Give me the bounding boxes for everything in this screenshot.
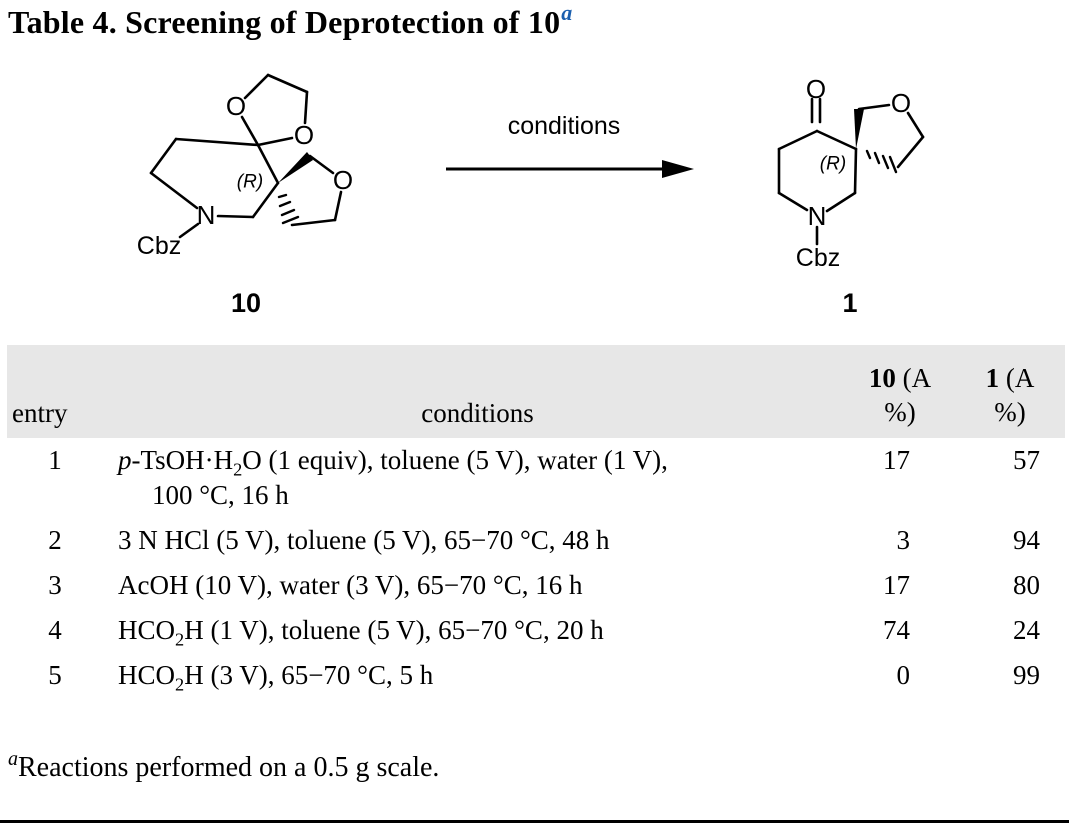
table-row <box>0 608 1069 653</box>
product-stereocenter-label: (R) <box>819 153 847 175</box>
reactant-structure <box>100 60 450 330</box>
bold-wedge-bond <box>278 152 313 183</box>
reactant-ketal-oxygen-2-label: O <box>293 120 315 150</box>
hashed-wedge-bond <box>279 195 298 223</box>
bottom-rule <box>0 820 1069 823</box>
entry-cell: 5 <box>48 660 62 690</box>
assay-10-cell: 3 <box>896 525 910 555</box>
assay-10-cell: 74 <box>883 615 910 645</box>
assay-10-cell: 17 <box>883 570 910 600</box>
arrow-conditions-label: conditions <box>507 112 621 140</box>
assay-1-cell: 24 <box>1013 615 1040 645</box>
table-row <box>0 518 1069 563</box>
conditions-cell: $HCO_2H$ (3 V), 65−70 °C, 5 h <box>118 660 434 695</box>
table-row <box>0 438 1069 518</box>
conditions-cell: $HCO_2H$ (1 V), toluene (5 V), 65−70 °C, 20 h <box>118 615 604 650</box>
assay-1-cell: 80 <box>1013 570 1040 600</box>
reactant-compound-number: 10 <box>230 288 262 318</box>
product-bonds <box>779 99 923 244</box>
conditions-cell: AcOH (10 V), water (3 V), 65−70 °C, 16 h <box>118 570 583 600</box>
footnote-text: Reactions performed on a 0.5 g scale. <box>18 752 440 783</box>
header-conditions: conditions <box>421 398 534 428</box>
assay-1-cell: 99 <box>1013 660 1040 690</box>
table-title-text: Table 4. Screening of Deprotection of 10 <box>8 4 561 40</box>
arrowhead <box>662 160 694 178</box>
product-structure <box>730 60 1010 330</box>
assay-1-cell: 57 <box>1013 445 1040 475</box>
entry-cell: 4 <box>48 615 62 645</box>
hashed-wedge-bond <box>867 151 896 172</box>
entry-cell: 1 <box>48 445 62 475</box>
table-header-row <box>7 345 1065 438</box>
reactant-stereocenter-label: (R) <box>236 171 264 193</box>
reactant-ketal-oxygen-1-label: O <box>225 91 247 121</box>
entry-cell: 3 <box>48 570 62 600</box>
table-row <box>0 653 1069 698</box>
assay-10-cell: 0 <box>896 660 910 690</box>
assay-10-cell: 17 <box>883 445 910 475</box>
conditions-cell: 3 N HCl (5 V), toluene (5 V), 65−70 °C, 48 h <box>118 525 610 555</box>
table-row <box>0 563 1069 608</box>
footnote <box>8 748 440 784</box>
assay-1-cell: 94 <box>1013 525 1040 555</box>
entry-cell: 2 <box>48 525 62 555</box>
title-footnote-marker: a <box>561 0 573 25</box>
header-assay-10: 10 (A %) <box>868 363 932 427</box>
product-thf-oxygen-label: O <box>890 88 912 118</box>
product-compound-number: 1 <box>842 288 858 318</box>
product-nitrogen-label: N <box>807 201 827 231</box>
product-ketone-oxygen-label: O <box>805 74 827 104</box>
product-cbz-label: Cbz <box>795 244 841 272</box>
reactant-nitrogen-label: N <box>196 200 216 230</box>
results-table <box>0 345 1069 698</box>
reaction-arrow <box>440 150 710 190</box>
conditions-cell: $p-TsOH\cdot H_2O$ (1 equiv), toluene (5 V), water (1 V), 100 °C, 16 h <box>118 445 668 510</box>
bold-wedge-bond <box>854 109 864 149</box>
reactant-thf-oxygen-label: O <box>332 165 354 195</box>
reaction-scheme <box>0 0 1069 345</box>
header-entry: entry <box>12 398 68 428</box>
reactant-cbz-label: Cbz <box>136 232 182 260</box>
header-assay-1: 1 (A %) <box>985 363 1035 427</box>
footnote-marker: a <box>8 748 18 770</box>
